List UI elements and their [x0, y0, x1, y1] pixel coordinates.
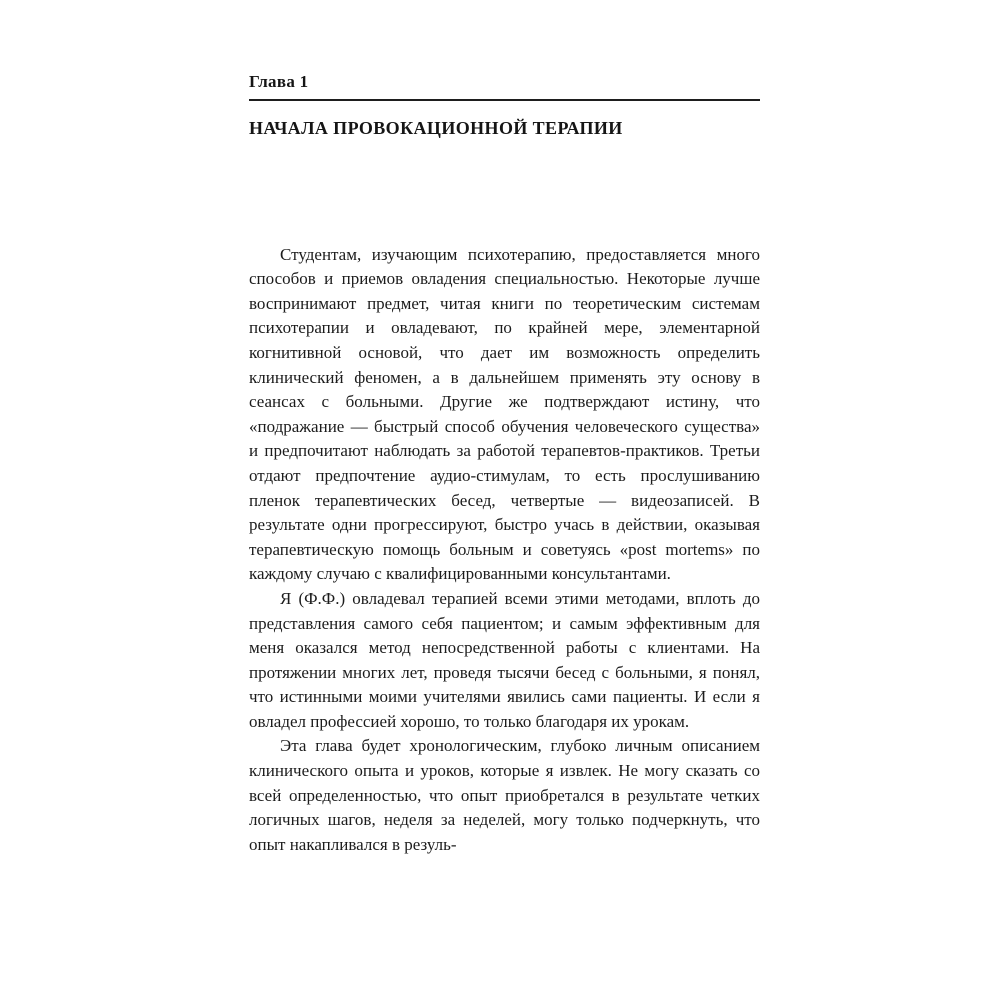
paragraph-2: Я (Ф.Ф.) овладевал терапией всеми этими методами, вплоть до представления самого себя пациентом; и самым эффективным для меня оказался метод непосредственной работы с клиентами. На протяжении многих лет, проведя тысячи бесед с больными, я понял, что истинными моими учителями явились сами пациенты. И если я овладел профессией хорошо, то только благодаря их урокам. [249, 588, 760, 731]
chapter-title: НАЧАЛА ПРОВОКАЦИОННОЙ ТЕРАПИИ [249, 118, 623, 138]
paragraph-1: Студентам, изучающим психотерапию, предоставляется много способов и приемов овладения специальностью. Некоторые лучше воспринимают предмет, читая книги по теоретическим системам психотерапии и овладевают, по крайней мере, элементарной когнитивной основой, что дает им возможность определить клинический феномен, а в дальнейшем применять эту основу в сеансах с больными. Другие же подтверждают истину, что «подражание — быстрый способ обучения человеческого существа» и предпочитают наблюдать за работой терапевтов-практиков. Третьи отдают предпочтение аудио-стимулам, то есть прослушиванию пленок терапевтических бесед, четвертые — видеозаписей. В результате одни прогрессируют, быстро учась в действии, оказывая терапевтическую помощь больным и советуясь «post mortems» по каждому случаю с квалифицированными консультантами. [249, 244, 760, 584]
chapter-label: Глава 1 [249, 72, 309, 91]
chapter-rule [249, 99, 760, 101]
paragraph-3: Эта глава будет хронологическим, глубоко личным описанием клинического опыта и уроков, которые я извлек. Не могу сказать со всей определенностью, что опыт приобретался в результате четких логичных шагов, неделя за неделей, могу только подчеркнуть, что опыт накапливался в резуль- [249, 736, 760, 854]
chapter-header [249, 72, 760, 140]
body-text [249, 243, 760, 858]
page-content [249, 72, 760, 857]
